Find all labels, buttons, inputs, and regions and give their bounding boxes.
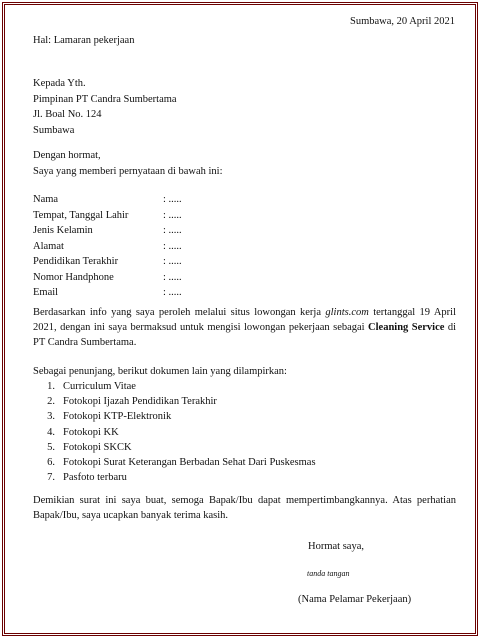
field-label: Tempat, Tanggal Lahir	[33, 209, 129, 221]
list-number: 3.	[47, 411, 55, 423]
attachments-list	[33, 379, 316, 485]
field-value: : .....	[163, 256, 182, 267]
field-row	[33, 254, 182, 270]
closing-salutation: Hormat saya,	[308, 541, 364, 552]
paragraph-text: tertanggal 19 April 2021, dengan ini saya bermaksud untuk mengisi lowongan pekerjaan sebagai	[33, 307, 456, 333]
field-label: Nama	[33, 194, 59, 205]
field-value: : .....	[163, 240, 182, 252]
list-number: 2.	[47, 396, 55, 408]
field-row	[33, 239, 182, 255]
field-label: Alamat	[33, 240, 64, 252]
list-item	[33, 470, 316, 485]
recipient-line: Sumbawa	[33, 124, 75, 136]
paragraph-text: Berdasarkan info yang saya peroleh melalui situs lowongan kerja	[33, 307, 326, 318]
letter-subject: Hal: Lamaran pekerjaan	[33, 35, 135, 46]
list-text: Fotokopi KK	[63, 426, 119, 438]
list-text: Fotokopi KTP-Elektronik	[63, 411, 172, 423]
field-row	[33, 208, 182, 224]
list-number: 5.	[47, 441, 55, 453]
list-number: 7.	[47, 472, 55, 484]
paragraph-text: di PT Candra Sumbertama.	[33, 322, 457, 348]
recipient-line: Pimpinan PT Candra Sumbertama	[33, 93, 177, 105]
list-item	[33, 394, 316, 409]
field-value: : .....	[163, 287, 182, 298]
list-number: 4.	[47, 426, 55, 438]
field-row	[33, 192, 182, 208]
job-site-name: glints.com	[325, 307, 369, 318]
greeting	[33, 148, 223, 179]
list-text: Fotokopi SKCK	[63, 441, 132, 453]
field-value: : .....	[163, 209, 182, 221]
field-value: : .....	[163, 194, 182, 205]
salutation: Dengan hormat,	[33, 150, 101, 161]
recipient-address	[33, 76, 177, 138]
applicant-fields	[33, 192, 182, 301]
field-label: Nomor Handphone	[33, 271, 114, 283]
job-position: Cleaning Service	[368, 322, 445, 333]
intro-statement: Saya yang memberi pernyataan di bawah ini:	[33, 165, 223, 177]
letter-date: Sumbawa, 20 April 2021	[350, 16, 455, 27]
closing-paragraph: Demikian surat ini saya buat, semoga Bapak/Ibu dapat mempertimbangkannya. Atas perhatian Bapak/Ibu, saya ucapkan banyak terima kasih.	[33, 495, 456, 521]
field-row	[33, 285, 182, 301]
signer-name: (Nama Pelamar Pekerjaan)	[298, 594, 412, 605]
field-value: : .....	[163, 271, 182, 283]
field-row	[33, 270, 182, 286]
list-item	[33, 440, 316, 455]
field-value: : .....	[163, 225, 182, 236]
field-row	[33, 223, 182, 239]
list-number: 6.	[47, 456, 55, 468]
field-label: Pendidikan Terakhir	[33, 256, 119, 267]
field-label: Email	[33, 287, 59, 298]
attachments-intro: Sebagai penunjang, berikut dokumen lain yang dilampirkan:	[33, 366, 287, 377]
application-paragraph	[33, 305, 456, 350]
list-item	[33, 425, 316, 440]
list-item	[33, 455, 316, 470]
recipient-line: Kepada Yth.	[33, 78, 86, 89]
field-label: Jenis Kelamin	[33, 225, 93, 236]
list-number: 1.	[47, 381, 55, 392]
list-text: Fotokopi Surat Keterangan Berbadan Sehat Dari Puskesmas	[63, 456, 316, 468]
list-text: Curriculum Vitae	[63, 381, 136, 392]
list-text: Pasfoto terbaru	[63, 472, 127, 484]
list-text: Fotokopi Ijazah Pendidikan Terakhir	[63, 396, 217, 408]
recipient-line: Jl. Boal No. 124	[33, 109, 102, 120]
list-item	[33, 379, 316, 394]
signature-placeholder: tanda tangan	[307, 569, 350, 578]
list-item	[33, 409, 316, 424]
